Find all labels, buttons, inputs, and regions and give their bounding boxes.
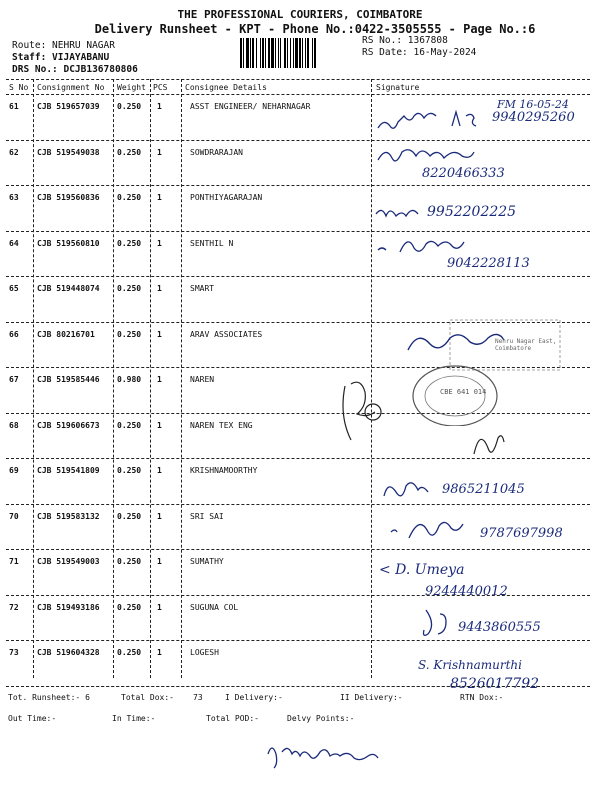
row-weight: 0.250 — [117, 602, 142, 612]
col-signature: Signature — [376, 83, 420, 92]
row-pcs: 1 — [157, 557, 162, 566]
signature-row-69 — [380, 476, 590, 516]
handwritten-phone: 9787697998 — [480, 526, 563, 541]
col-divider — [150, 79, 151, 678]
row-pcs: 1 — [157, 284, 162, 293]
col-sno: S No — [9, 83, 29, 92]
in-time: In Time:- — [112, 714, 156, 723]
runsheet-title: Delivery Runsheet - KPT - Phone No.:0422-3505555 - Page No.:6 — [94, 22, 536, 36]
row-weight: 0.250 — [117, 147, 142, 157]
row-consignment-no: CJB 519657039 — [37, 102, 100, 111]
table-header-rule — [6, 94, 590, 95]
row-pcs: 1 — [157, 329, 162, 339]
row-sno: 65 — [9, 284, 19, 293]
row-consignment-no: CJB 519606673 — [37, 420, 100, 430]
row-consignee: LOGESH — [190, 648, 219, 657]
row-weight: 0.250 — [117, 648, 142, 657]
office-stamp — [400, 316, 570, 426]
company-name: THE PROFESSIONAL COURIERS, COIMBATORE — [177, 8, 423, 21]
row-weight: 0.250 — [117, 511, 142, 521]
handwritten-phone: 9952202225 — [427, 204, 517, 220]
row-consignment-no: CJB 519560810 — [37, 238, 100, 248]
route-label: Route: NEHRU NAGAR — [12, 40, 115, 51]
rtn-dox: RTN Dox:- — [460, 693, 504, 702]
row-pcs: 1 — [157, 420, 162, 430]
row-weight: 0.250 — [117, 466, 142, 475]
row-sno: 64 — [9, 238, 19, 248]
barcode — [240, 38, 354, 68]
col-pcs: PCS — [153, 83, 168, 92]
row-consignee: PONTHIYAGARAJAN — [190, 193, 263, 202]
handwritten-phone: 9940295260 — [492, 110, 575, 125]
staff-signature — [262, 734, 402, 774]
row-consignment-no: CJB 80216701 — [37, 329, 95, 339]
signature-row-67 — [335, 376, 395, 446]
signature-row-64 — [372, 232, 590, 276]
rs-number: RS No.: 1367808 — [362, 35, 448, 46]
handwritten-phone: 9042228113 — [447, 256, 530, 271]
total-dox-value: 73 — [193, 693, 203, 702]
row-sno: 66 — [9, 329, 19, 339]
row-pcs: 1 — [157, 193, 162, 202]
row-sno: 72 — [9, 602, 19, 612]
row-sno: 61 — [9, 102, 19, 111]
total-pod: Total POD:- — [206, 714, 259, 723]
signature-row-68 — [470, 424, 510, 460]
signature-row-70 — [385, 512, 590, 556]
row-sno: 69 — [9, 466, 19, 475]
row-pcs: 1 — [157, 466, 162, 475]
col-consignee: Consignee Details — [185, 83, 267, 92]
row-weight: 0.250 — [117, 329, 142, 339]
table-top-rule — [6, 79, 590, 80]
signature-row-71 — [375, 558, 590, 604]
stamp-address: Nehru Nagar East, Coimbatore — [495, 338, 557, 352]
row-pcs: 1 — [157, 238, 162, 248]
row-pcs: 1 — [157, 102, 162, 111]
handwritten-date: FM 16-05-24 — [497, 98, 569, 111]
col-divider — [181, 79, 182, 678]
signature-row-72 — [420, 604, 590, 646]
row-consignment-no: CJB 519604328 — [37, 648, 100, 657]
row-consignment-no: CJB 519549038 — [37, 147, 100, 157]
rs-date: RS Date: 16-May-2024 — [362, 47, 477, 58]
col-divider — [33, 79, 34, 678]
signature-row-63 — [372, 192, 590, 234]
col-weight: Weight — [117, 83, 146, 92]
signature-row-61 — [372, 98, 590, 138]
row-consignee: SUMATHY — [190, 557, 224, 566]
row-consignee: ARAV ASSOCIATES — [190, 329, 263, 339]
row-weight: 0.250 — [117, 193, 142, 202]
row-separator — [6, 140, 590, 141]
row-pcs: 1 — [157, 602, 162, 612]
row-sno: 68 — [9, 420, 19, 430]
row-sno: 70 — [9, 511, 19, 521]
row-weight: 0.250 — [117, 238, 142, 248]
row-consignment-no: CJB 519560836 — [37, 193, 100, 202]
row-sno: 73 — [9, 648, 19, 657]
staff-label: Staff: VIJAYABANU — [12, 52, 110, 63]
col-consignment: Consignment No — [37, 83, 105, 92]
row-consignee: SMART — [190, 284, 215, 293]
row-pcs: 1 — [157, 147, 162, 157]
row-consignment-no: CJB 519583132 — [37, 511, 100, 521]
row-sno: 63 — [9, 193, 19, 202]
row-pcs: 1 — [157, 375, 162, 384]
row-weight: 0.250 — [117, 420, 142, 430]
handwritten-phone: 8526017792 — [450, 676, 540, 692]
row-sno: 62 — [9, 147, 19, 157]
col-divider — [113, 79, 114, 678]
i-delivery: I Delivery:- — [225, 693, 283, 702]
stamp-pincode: CBE 641 014 — [440, 388, 487, 396]
row-consignment-no: CJB 519493186 — [37, 602, 100, 612]
row-consignee: KRISHNAMOORTHY — [190, 466, 258, 475]
ii-delivery: II Delivery:- — [340, 693, 403, 702]
row-separator — [6, 276, 590, 277]
row-consignee: NAREN — [190, 375, 215, 384]
handwritten-phone: 9865211045 — [442, 482, 525, 497]
row-pcs: 1 — [157, 511, 162, 521]
out-time: Out Time:- — [8, 714, 57, 723]
handwritten-phone: 9244440012 — [425, 584, 508, 599]
total-dox-label: Total Dox:- — [121, 693, 174, 702]
drs-number: DRS No.: DCJB136780806 — [12, 64, 138, 75]
row-pcs: 1 — [157, 648, 162, 657]
row-sno: 67 — [9, 375, 19, 384]
tot-runsheet: Tot. Runsheet:- 6 — [8, 693, 90, 702]
row-weight: 0.250 — [117, 557, 142, 566]
delvy-points: Delvy Points:- — [287, 714, 355, 723]
handwritten-phone: 9443860555 — [458, 620, 541, 635]
footer-rule — [6, 686, 590, 687]
row-weight: 0.980 — [117, 375, 142, 384]
row-weight: 0.250 — [117, 284, 142, 293]
row-consignment-no: CJB 519448074 — [37, 284, 100, 293]
handwritten-name: < D. Umeya — [379, 562, 465, 578]
handwritten-name: S. Krishnamurthi — [418, 658, 522, 672]
row-consignment-no: CJB 519585446 — [37, 375, 100, 384]
row-sno: 71 — [9, 557, 19, 566]
row-consignment-no: CJB 519541809 — [37, 466, 100, 475]
row-consignee: SENTHIL N — [190, 238, 234, 248]
row-consignee: ASST ENGINEER/ NEHARNAGAR — [190, 102, 311, 111]
row-consignee: SUGUNA COL — [190, 602, 239, 612]
row-weight: 0.250 — [117, 102, 142, 111]
row-consignee: SRI SAI — [190, 511, 224, 521]
row-consignment-no: CJB 519549003 — [37, 557, 100, 566]
signature-row-62 — [372, 144, 590, 186]
row-consignee: NAREN TEX ENG — [190, 420, 253, 430]
row-consignee: SOWDRARAJAN — [190, 147, 243, 157]
handwritten-phone: 8220466333 — [422, 166, 505, 181]
